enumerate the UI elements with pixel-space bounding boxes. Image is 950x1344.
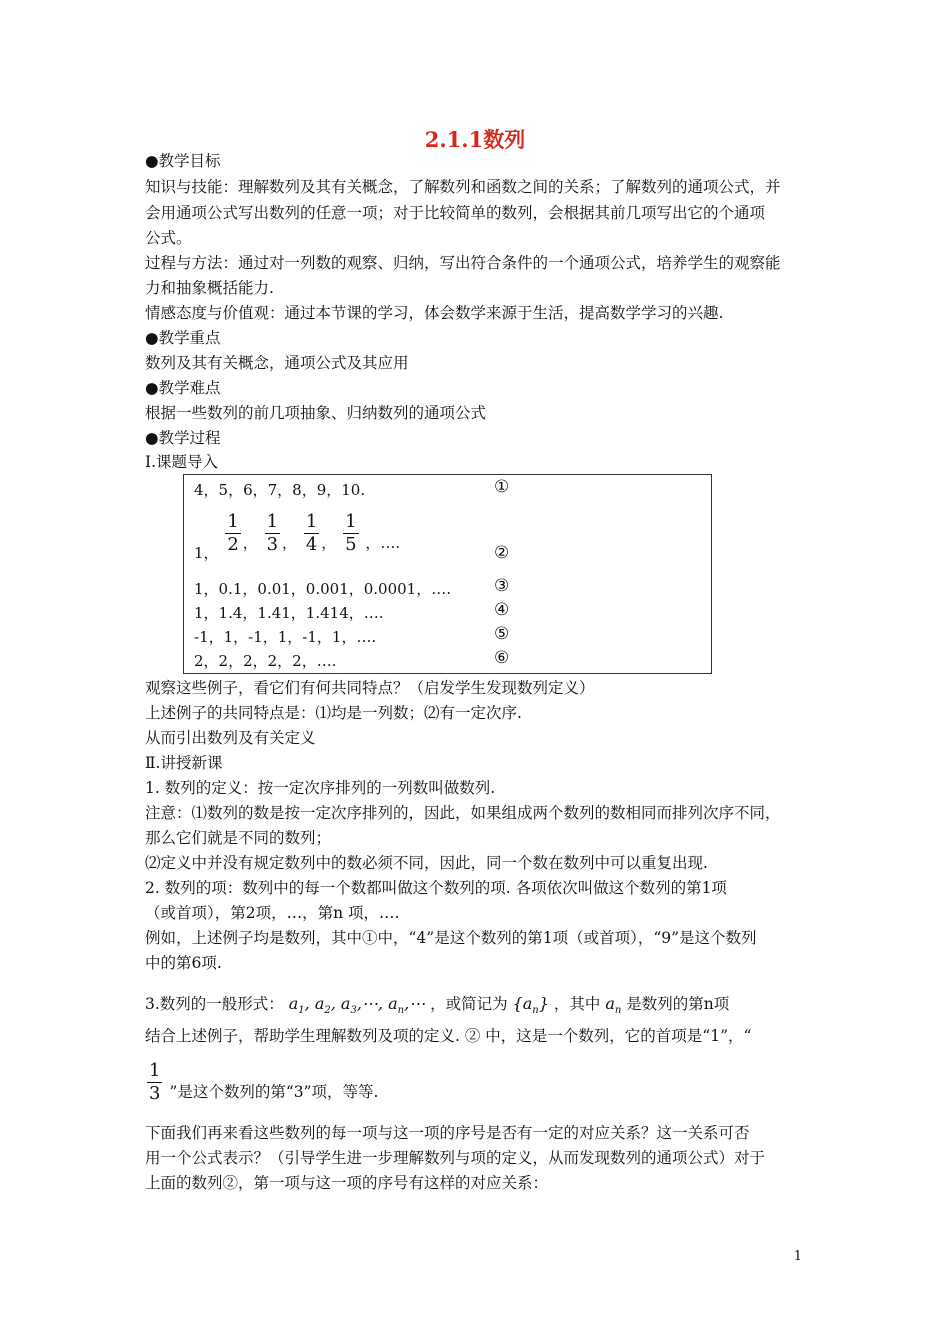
- para-process-1: 过程与方法：通过对一列数的观察、归纳，写出符合条件的一个通项公式，培养学生的观察能: [145, 254, 781, 272]
- examples-box: [183, 474, 712, 674]
- note-1a: 注意：⑴数列的数是按一定次序排列的，因此，如果组成两个数列的数相同而排列次序不同，: [145, 804, 781, 822]
- heading-difficulty: ●教学难点: [145, 379, 221, 397]
- para-knowledge-3: 公式。: [145, 229, 192, 247]
- marker-4: ④: [494, 600, 510, 620]
- para-process-2: 力和抽象概括能力.: [145, 279, 274, 297]
- note-1b: 那么它们就是不同的数列；: [145, 829, 332, 847]
- example-row-5: -1，1，-1，1，-1，1，….: [194, 628, 377, 646]
- page-number: 1: [793, 1249, 802, 1264]
- para-derive: 从而引出数列及有关定义: [145, 729, 316, 747]
- example-row-3: 1，0.1，0.01，0.001，0.0001，….: [194, 580, 451, 598]
- fraction-fifth: $\frac{1}{5}$: [345, 511, 357, 555]
- sequence-notation: $\{a_n\}$: [512, 994, 549, 1017]
- example-row-6: 2，2，2，2，2，….: [194, 652, 337, 670]
- combine-line: 结合上述例子，帮助学生理解数列及项的定义. ② 中，这是一个数列，它的首项是“1”，“: [145, 1027, 752, 1045]
- para-common: 上述例子的共同特点是：⑴均是一列数；⑵有一定次序.: [145, 704, 522, 722]
- marker-5: ⑤: [494, 624, 510, 644]
- para-key: 数列及其有关概念，通项公式及其应用: [145, 354, 409, 372]
- para-knowledge-2: 会用通项公式写出数列的任意一项；对于比较简单的数列，会根据其前几项写出它的个通项: [145, 204, 766, 222]
- definition-2b: （或首项），第2项，…，第n 项，….: [145, 904, 400, 922]
- para-next-3: 上面的数列②，第一项与这一项的序号有这样的对应关系：: [145, 1174, 549, 1192]
- fraction-half: $\frac{1}{2}$: [227, 511, 239, 555]
- heading-process: ●教学过程: [145, 429, 221, 447]
- definition-3: 3.数列的一般形式： $a_1$, $a_2$, $a_3,\cdots$, $a_n,\cdots$ ，或简记为 $\{a_n\}$ ，其中 $a_n$ 是数列的第n项: [145, 994, 730, 1017]
- marker-6: ⑥: [494, 648, 510, 668]
- example-1: 例如，上述例子均是数列，其中①中，“4”是这个数列的第1项（或首项），“9”是这个数列: [145, 929, 757, 947]
- para-difficulty: 根据一些数列的前几项抽象、归纳数列的通项公式: [145, 404, 487, 422]
- para-knowledge-1: 知识与技能：理解数列及其有关概念，了解数列和函数之间的关系；了解数列的通项公式，并: [145, 178, 781, 196]
- fraction-third-inline: $\frac{1}{3}$: [149, 1060, 161, 1104]
- para-observe: 观察这些例子，看它们有何共同特点？（启发学生发现数列定义）: [145, 679, 595, 697]
- example-2: 中的第6项.: [145, 954, 222, 972]
- definition-1: 1. 数列的定义：按一定次序排列的一列数叫做数列.: [145, 779, 496, 797]
- marker-2: ②: [494, 543, 510, 563]
- combine-fraction-line: $\frac{1}{3}$ ”是这个数列的第“3”项，等等.: [149, 1060, 379, 1104]
- note-2: ⑵定义中并没有规定数列中的数必须不同，因此，同一个数在数列中可以重复出现.: [145, 854, 708, 872]
- section-intro: Ⅰ.课题导入: [145, 453, 219, 471]
- term-symbol: $a_n$: [605, 994, 622, 1017]
- heading-key: ●教学重点: [145, 329, 221, 347]
- para-next-2: 用一个公式表示？（引导学生进一步理解数列与项的定义，从而发现数列的通项公式）对于: [145, 1149, 766, 1167]
- section-new-lesson: Ⅱ.讲授新课: [145, 754, 223, 772]
- example-row-2: 1， $\frac{1}{2}$ ， $\frac{1}{3}$ ， $\frac{1}{4}$ ， $\frac{1}{5}$ ，….: [194, 511, 401, 562]
- para-attitude: 情感态度与价值观：通过本节课的学习，体会数学来源于生活，提高数学学习的兴趣.: [145, 304, 724, 322]
- fraction-third: $\frac{1}{3}$: [266, 511, 279, 555]
- example-row-1: 4，5，6，7，8，9，10.: [194, 481, 366, 499]
- marker-3: ③: [494, 576, 510, 596]
- marker-1: ①: [494, 477, 510, 497]
- example-row-4: 1，1.4，1.41，1.414，….: [194, 604, 384, 622]
- general-form-formula: $a_1$, $a_2$, $a_3,\cdots$, $a_n,\cdots$: [288, 994, 426, 1017]
- fraction-quarter: $\frac{1}{4}$: [305, 511, 318, 555]
- page-title: 2.1.1数列: [424, 127, 526, 152]
- definition-2a: 2. 数列的项：数列中的每一个数都叫做这个数列的项. 各项依次叫做这个数列的第1项: [145, 879, 727, 897]
- para-next-1: 下面我们再来看这些数列的每一项与这一项的序号是否有一定的对应关系？这一关系可否: [145, 1124, 750, 1142]
- heading-goals: ●教学目标: [145, 152, 221, 170]
